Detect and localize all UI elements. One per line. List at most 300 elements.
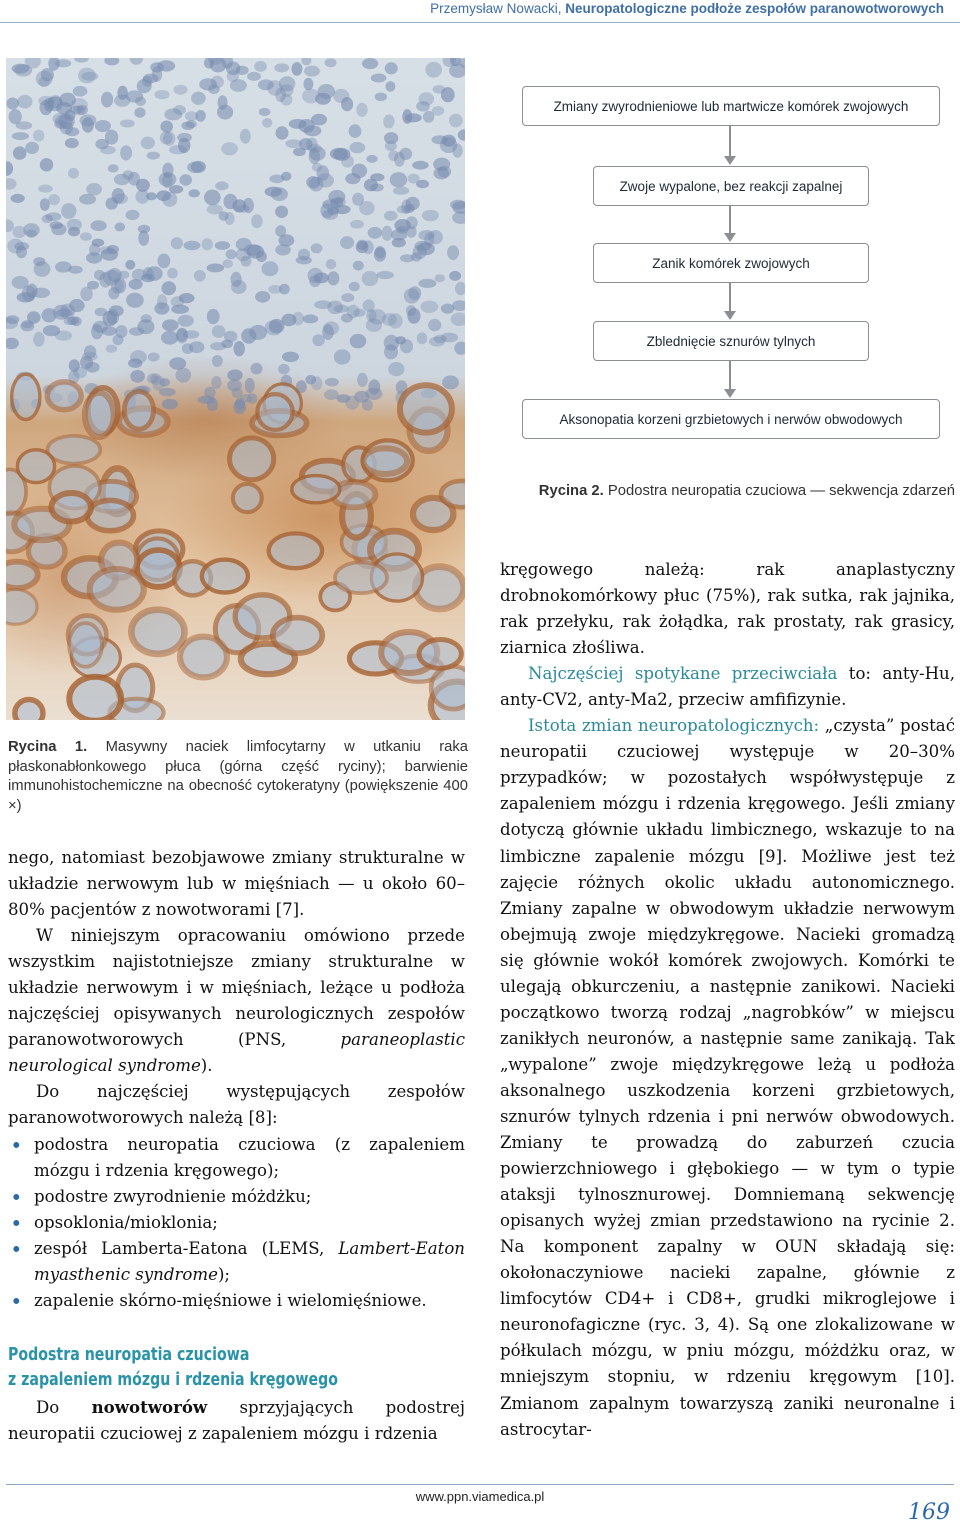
flow-box-4: Zblednięcie sznurów tylnych	[593, 321, 869, 361]
nucleus	[441, 87, 455, 102]
nucleus	[120, 120, 135, 128]
tumor-cell	[48, 436, 101, 464]
flow-arrow-1	[729, 126, 731, 157]
nucleus	[314, 300, 332, 309]
list-item-text: zespół Lamberta-Eatona (LEMS,	[34, 1238, 339, 1258]
nucleus	[224, 331, 237, 343]
nucleus	[162, 319, 178, 331]
nucleus	[303, 314, 319, 323]
nucleus	[171, 305, 189, 314]
nucleus	[388, 362, 404, 376]
nucleus	[99, 272, 111, 288]
nucleus	[11, 194, 25, 203]
nucleus	[191, 92, 206, 105]
nucleus	[179, 174, 192, 185]
nucleus	[366, 309, 376, 322]
tumor-cell	[47, 382, 81, 410]
nucleus	[159, 172, 177, 187]
nucleus	[397, 226, 409, 234]
tumor-cell	[6, 590, 37, 625]
tumor-cell	[131, 610, 184, 654]
nucleus	[442, 375, 459, 389]
nucleus	[345, 396, 359, 410]
figure1-caption	[8, 738, 468, 816]
nucleus	[80, 232, 92, 240]
list-item	[8, 1236, 465, 1288]
nucleus	[68, 168, 79, 179]
nucleus	[136, 179, 150, 192]
nucleus	[325, 378, 339, 387]
nucleus	[183, 330, 199, 338]
nucleus	[158, 254, 171, 269]
nucleus	[162, 399, 178, 410]
tumor-cell	[363, 448, 407, 474]
left-column-end	[8, 1394, 465, 1447]
nucleus	[129, 279, 143, 290]
nucleus	[281, 314, 296, 327]
nucleus	[424, 232, 434, 246]
nucleus	[12, 276, 29, 289]
nucleus	[451, 312, 465, 326]
tumor-cell	[273, 618, 323, 654]
nucleus	[245, 378, 255, 393]
nucleus	[375, 246, 386, 259]
nucleus	[162, 281, 177, 295]
nucleus	[67, 316, 79, 325]
nucleus	[101, 92, 113, 108]
nucleus	[79, 194, 96, 205]
tumor-cell	[87, 500, 133, 530]
nucleus	[176, 368, 192, 383]
nucleus	[350, 334, 367, 348]
nucleus	[311, 114, 327, 126]
nucleus	[404, 288, 420, 303]
nucleus	[137, 79, 152, 93]
nucleus	[81, 72, 98, 81]
nucleus	[352, 193, 364, 206]
flow-box-3: Zanik komórek zwojowych	[593, 243, 869, 283]
nucleus	[232, 199, 246, 212]
section-heading-line: z zapaleniem mózgu i rdzenia kręgowego	[8, 1370, 339, 1390]
nucleus	[161, 331, 178, 345]
tumor-cell	[69, 677, 121, 720]
nucleus	[254, 61, 267, 72]
nucleus	[275, 206, 288, 218]
nucleus	[169, 357, 186, 369]
nucleus	[194, 270, 206, 282]
nucleus	[9, 109, 22, 124]
paragraph-bold: nowotworów	[91, 1397, 208, 1417]
tumor-cell	[419, 640, 461, 669]
nucleus	[432, 106, 444, 116]
nucleus	[285, 139, 302, 148]
nucleus	[147, 152, 160, 160]
paragraph-text: Do	[36, 1398, 92, 1417]
list-item: • opsoklonia/mioklonia;	[8, 1210, 465, 1236]
nucleus	[328, 271, 340, 285]
nucleus	[169, 185, 183, 194]
nucleus	[33, 130, 44, 142]
tumor-cell	[202, 560, 248, 593]
nucleus	[341, 293, 354, 302]
nucleus	[441, 304, 454, 314]
nucleus	[416, 101, 430, 111]
nucleus	[382, 226, 393, 241]
nucleus	[141, 314, 152, 323]
running-head-author: Przemysław Nowacki,	[430, 1, 562, 16]
nucleus	[274, 63, 289, 72]
nucleus	[204, 190, 221, 206]
tumor-cell	[180, 637, 227, 678]
nucleus	[258, 79, 274, 90]
nucleus	[154, 302, 169, 314]
nucleus	[255, 291, 270, 303]
nucleus	[74, 58, 89, 63]
nucleus	[6, 178, 17, 190]
nucleus	[326, 259, 337, 269]
nucleus	[311, 243, 323, 253]
nucleus	[449, 271, 461, 281]
nucleus	[349, 124, 362, 138]
nucleus	[160, 131, 173, 144]
nucleus	[362, 271, 379, 286]
nucleus	[262, 118, 272, 128]
footer-rule	[6, 1484, 954, 1485]
nucleus	[42, 215, 53, 224]
paragraph	[500, 713, 955, 1442]
nucleus	[370, 173, 384, 181]
nucleus	[146, 266, 163, 281]
micrograph-cells	[6, 58, 465, 720]
nucleus	[281, 172, 291, 181]
nucleus	[173, 85, 187, 95]
nucleus	[207, 309, 220, 324]
nucleus	[38, 185, 53, 193]
nucleus	[55, 114, 73, 129]
nucleus	[291, 62, 302, 76]
nucleus	[422, 210, 439, 222]
nucleus	[159, 388, 176, 397]
nucleus	[212, 355, 223, 367]
tumor-cell	[124, 391, 153, 429]
nucleus	[340, 236, 354, 249]
nucleus	[106, 345, 117, 353]
micrograph-image	[6, 58, 465, 720]
nucleus	[428, 319, 441, 331]
nucleus	[298, 249, 310, 261]
nucleus	[303, 78, 313, 91]
nucleus	[304, 125, 322, 136]
nucleus	[198, 396, 216, 404]
nucleus	[311, 376, 322, 390]
nucleus	[108, 164, 119, 172]
nucleus	[356, 103, 367, 117]
nucleus	[156, 190, 171, 201]
nucleus	[251, 214, 262, 228]
nucleus	[353, 261, 364, 271]
nucleus	[341, 155, 354, 167]
flow-arrow-2	[729, 206, 731, 234]
nucleus	[85, 362, 100, 373]
header-rule	[0, 22, 960, 23]
tumor-cell	[269, 533, 322, 568]
nucleus	[447, 245, 459, 260]
nucleus	[215, 241, 230, 250]
nucleus	[130, 58, 144, 65]
nucleus	[55, 261, 72, 272]
nucleus	[73, 367, 87, 379]
tumor-cell	[233, 484, 262, 512]
nucleus	[189, 341, 205, 353]
nucleus	[177, 133, 192, 142]
nucleus	[279, 284, 290, 295]
nucleus	[425, 62, 442, 78]
paragraph: nego, natomiast bezobjawowe zmiany strukturalne w układzie nerwowym lub w mięśniach — u około 60–80% pacjentów z nowotworami [7].	[8, 848, 465, 920]
nucleus	[40, 158, 53, 171]
nucleus	[247, 393, 258, 404]
paragraph: kręgowego należą: rak anaplastyczny drobnokomórkowy płuc (75%), rak sutka, rak jajnika, rak przełyku, rak żołądka, rak prostaty, rak grasicy, ziarnica złośliwa.	[500, 560, 955, 658]
nucleus	[362, 58, 378, 69]
tumor-cell	[230, 438, 274, 480]
paragraph-text: ).	[200, 1056, 213, 1076]
nucleus	[103, 311, 118, 327]
nucleus	[227, 369, 242, 381]
nucleus	[370, 184, 384, 192]
nucleus	[449, 114, 463, 128]
tumor-cell	[69, 623, 102, 667]
nucleus	[289, 119, 307, 129]
nucleus	[189, 189, 200, 197]
flow-arrow-4	[729, 361, 731, 390]
nucleus	[259, 108, 271, 116]
figure2-caption-label: Rycina 2.	[538, 483, 604, 499]
nucleus	[130, 370, 145, 383]
paragraph	[500, 661, 955, 713]
nucleus	[434, 167, 450, 179]
nucleus	[56, 102, 72, 114]
paragraph: Do najczęściej występujących zespołów paranowotworowych należą [8]:	[8, 1082, 465, 1128]
list-item: • zapalenie skórno-mięśniowe i wielomięśniowe.	[8, 1288, 465, 1314]
nucleus	[392, 238, 406, 248]
nucleus	[40, 198, 50, 211]
nucleus	[91, 220, 107, 231]
tumor-cell	[257, 394, 292, 430]
nucleus	[33, 257, 45, 266]
nucleus	[240, 129, 251, 144]
tumor-cell	[6, 562, 38, 588]
nucleus	[178, 315, 194, 327]
nucleus	[86, 183, 102, 195]
nucleus	[278, 364, 290, 375]
nucleus	[150, 62, 164, 72]
nucleus	[312, 163, 322, 172]
nucleus	[421, 301, 439, 313]
nucleus	[458, 129, 465, 140]
tumor-cell	[15, 700, 43, 721]
flow-box-5: Aksonopatia korzeni grzbietowych i nerwów obwodowych	[522, 399, 940, 439]
nucleus	[301, 58, 311, 65]
list-item: • podostre zwyrodnienie móżdżku;	[8, 1184, 465, 1210]
nucleus	[65, 138, 79, 148]
nucleus	[80, 114, 97, 126]
nucleus	[390, 172, 408, 187]
nucleus	[393, 186, 409, 194]
nucleus	[282, 352, 299, 362]
tumor-cell	[441, 481, 465, 507]
nucleus	[6, 98, 19, 110]
nucleus	[120, 145, 132, 160]
paragraph-lead: Istota zmian neuropatologicznych:	[528, 716, 820, 736]
nucleus	[100, 146, 116, 155]
nucleus	[325, 58, 337, 67]
nucleus	[36, 71, 53, 87]
nucleus	[21, 320, 33, 328]
nucleus	[322, 199, 338, 209]
nucleus	[405, 113, 422, 122]
nucleus	[416, 180, 429, 188]
nucleus	[440, 137, 457, 153]
nucleus	[68, 227, 80, 237]
nucleus	[349, 142, 365, 153]
paragraph-text: sprzyjających podostrej neuropatii czuciowej z zapaleniem mózgu i rdzenia	[8, 1398, 465, 1444]
right-column	[500, 557, 955, 1443]
paragraph	[8, 1394, 465, 1447]
nucleus	[352, 164, 368, 179]
paragraph-italic: paraneoplastic neurological syndrome	[8, 1030, 465, 1076]
nucleus	[368, 227, 383, 239]
nucleus	[43, 325, 60, 336]
section-heading	[8, 1343, 431, 1393]
nucleus	[16, 246, 27, 259]
nucleus	[126, 210, 140, 220]
nucleus	[234, 341, 245, 356]
nucleus	[385, 141, 397, 151]
nucleus	[211, 76, 224, 89]
footer-url: www.ppn.viamedica.pl	[415, 1489, 545, 1504]
nucleus	[333, 89, 349, 103]
nucleus	[455, 282, 465, 295]
nucleus	[51, 223, 66, 235]
nucleus	[231, 280, 247, 294]
nucleus	[148, 352, 160, 361]
nucleus	[334, 349, 351, 364]
nucleus	[385, 62, 398, 74]
nucleus	[302, 89, 320, 104]
nucleus	[61, 203, 76, 219]
figure1-caption-label: Rycina 1.	[8, 739, 88, 755]
nucleus	[38, 96, 54, 106]
nucleus	[138, 230, 149, 246]
nucleus	[347, 305, 360, 318]
left-column	[8, 845, 465, 1314]
nucleus	[114, 174, 130, 185]
nucleus	[195, 110, 205, 122]
nucleus	[26, 229, 37, 238]
figure2-caption-text: Podostra neuropatia czuciowa — sekwencja zdarzeń	[607, 483, 955, 499]
nucleus	[191, 161, 206, 173]
nucleus	[418, 279, 436, 288]
flow-box-2: Zwoje wypalone, bez reakcji zapalnej	[593, 166, 869, 206]
paragraph-text: „czysta” postać neuropatii czuciowej występuje w 20–30% przypadków; w pozostałych współwystępuje z zapaleniem mózgu i rdzenia kręgowego. Jeśli zmiany dotyczą głównie układu limbicznego, wskazuje to na limbiczne zapalenie mózgu [9]. Możliwe jest też zajęcie różnych okolic układu autonomicznego. Zmiany zapalne w obwodowym układzie nerwowym obejmują zwoje międzykręgowe. Nacieki gromadzą się głównie wokół komórek zwojowych. Komórki te ulegają obkurczeniu, a następnie zanikowi. Nacieki początkowo tworzą rodzaj „nagrobków” w miejscu zanikłych neuronów, a następnie same zanikają. Tak „wypalone” zwoje międzykręgowe leżą u podłoża aksonalnego uszkodzenia korzeni grzbietowych, sznurów tylnych rdzenia i pni nerwów obwodowych. Zmiany te prowadzą do zaburzeń czucia powierzchniowego i głębokiego — w tym o typie ataksji tylnosznurowej. Domniemaną sekwencję opisanych wyżej zmian przedstawiono na rycinie 2. Na komponent zapalny w OUN składają się: okołonaczyniowe nacieki zapalne, głównie z limfocytów CD4+ i CD8+, grudki mikroglejowe i neuronofagiczne (ryc. 3, 4). Są one zlokalizowane w półkulach mózgu, w pniu mózgu, móżdżku oraz, w mniejszym stopniu, w rdzeniu kręgowym [10]. Zmianom zapalnym towarzyszą zaniki neuronalne i astrocytar-	[500, 716, 955, 1439]
nucleus	[141, 137, 155, 150]
bullet-list	[8, 1132, 465, 1314]
nucleus	[13, 146, 27, 159]
nucleus	[126, 293, 144, 308]
nucleus	[375, 93, 387, 102]
nucleus	[357, 373, 368, 387]
nucleus	[406, 226, 416, 238]
tumor-cell	[17, 450, 54, 483]
nucleus	[226, 249, 237, 259]
paragraph	[8, 923, 465, 1079]
nucleus	[279, 76, 296, 91]
nucleus	[435, 274, 445, 282]
nucleus	[48, 194, 60, 205]
tumor-cell	[12, 374, 40, 419]
tumor-cell	[292, 476, 340, 503]
nucleus	[164, 108, 182, 120]
nucleus	[210, 342, 226, 350]
nucleus	[236, 248, 251, 261]
nucleus	[384, 211, 398, 221]
nucleus	[91, 324, 103, 339]
tumor-cell	[85, 393, 114, 437]
nucleus	[350, 220, 364, 229]
page-number: 169	[908, 1500, 950, 1525]
flow-box-1: Zmiany zwyrodnieniowe lub martwicze komórek zwojowych	[522, 86, 940, 126]
nucleus	[385, 81, 395, 92]
nucleus	[113, 334, 124, 345]
nucleus	[262, 261, 279, 276]
nucleus	[70, 105, 83, 114]
list-item-text: );	[217, 1264, 231, 1284]
nucleus	[207, 263, 225, 272]
nucleus	[12, 132, 29, 140]
nucleus	[186, 120, 197, 128]
nucleus	[160, 121, 173, 133]
nucleus	[134, 107, 145, 117]
flow-arrow-3	[729, 283, 731, 312]
nucleus	[154, 90, 169, 99]
nucleus	[202, 238, 213, 250]
paragraph-lead: Najczęściej spotykane przeciwciała	[528, 664, 838, 684]
nucleus	[212, 325, 226, 338]
list-item-italic: Lambert-Eaton myasthenic syndrome	[34, 1238, 465, 1284]
nucleus	[412, 161, 428, 170]
nucleus	[211, 376, 221, 389]
nucleus	[247, 72, 261, 81]
nucleus	[429, 337, 445, 347]
list-item: • podostra neuropatia czuciowa (z zapaleniem mózgu i rdzenia kręgowego);	[8, 1132, 465, 1184]
tumor-cell	[335, 562, 387, 593]
nucleus	[73, 86, 88, 97]
nucleus	[130, 350, 147, 364]
nucleus	[276, 126, 289, 139]
nucleus	[233, 400, 246, 414]
paragraph-text: W niniejszym opracowaniu omówiono przede wszystkim najistotniejsze zmiany strukturalne w układzie nerwowym i w mięśniach, leżące u podłoża najczęściej opisywanych neurologicznych zespołów paranowotworowych (PNS,	[8, 926, 465, 1050]
nucleus	[106, 197, 118, 209]
nucleus	[221, 142, 238, 155]
nucleus	[169, 145, 187, 154]
figure2-caption	[500, 482, 955, 502]
nucleus	[454, 342, 465, 355]
nucleus	[417, 332, 428, 344]
nucleus	[397, 205, 410, 213]
figure1-caption-text: Masywny naciek limfocytarny w utkaniu raka płaskonabłonkowego płuca (górna część ryciny); barwienie immunohistochemiczne na obecność cytokeratyny (powiększenie 400 ×)	[8, 739, 468, 814]
tumor-cell	[51, 493, 91, 522]
nucleus	[6, 220, 14, 233]
nucleus	[6, 315, 19, 324]
